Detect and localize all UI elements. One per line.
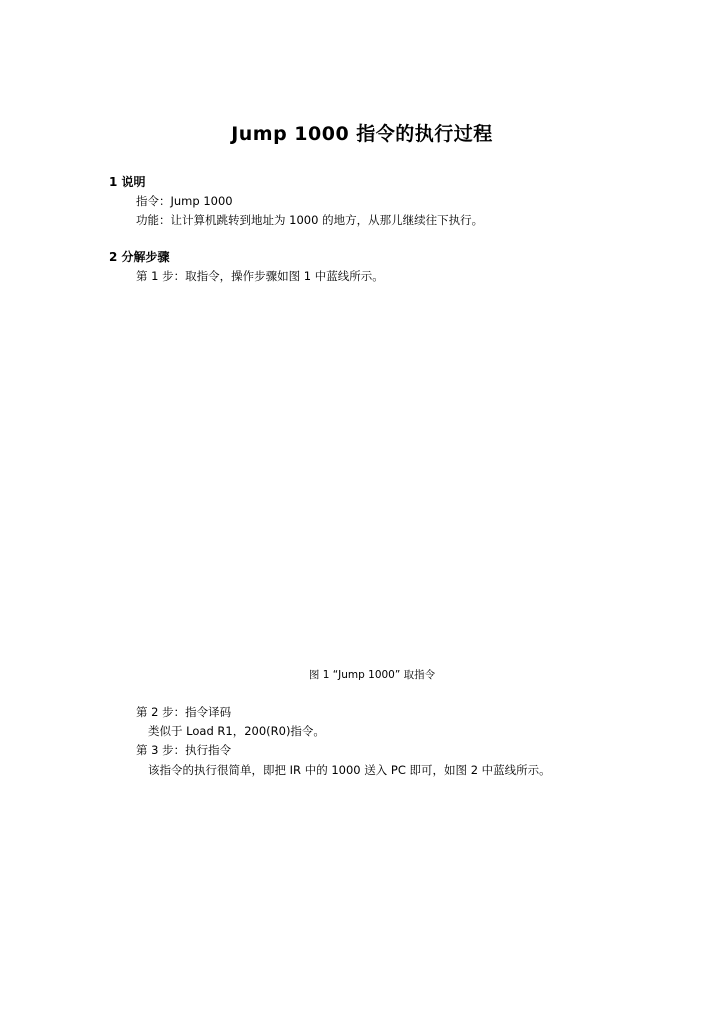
figure-1-blank-area [109, 288, 614, 660]
step2-detail-text: 类似于 Load R1，200(R0)指令。 [148, 724, 325, 738]
step3-text: 第 3 步：执行指令 [136, 743, 232, 757]
function-text: 功能：让计算机跳转到地址为 1000 的地方，从那儿继续往下执行。 [136, 213, 484, 227]
instruction-text: 指令：Jump 1000 [136, 194, 233, 208]
section-heading-description: 1 说明 [109, 175, 146, 189]
figure-1-caption: 图 1 “Jump 1000” 取指令 [308, 669, 436, 681]
step2-text: 第 2 步：指令译码 [136, 705, 232, 719]
step1-text: 第 1 步：取指令，操作步骤如图 1 中蓝线所示。 [136, 269, 384, 283]
step3-detail-text: 该指令的执行很简单，即把 IR 中的 1000 送入 PC 即可，如图 2 中蓝线所示。 [148, 763, 551, 777]
document-title: Jump 1000 指令的执行过程 [231, 123, 493, 145]
section-heading-steps: 2 分解步骤 [109, 250, 170, 264]
